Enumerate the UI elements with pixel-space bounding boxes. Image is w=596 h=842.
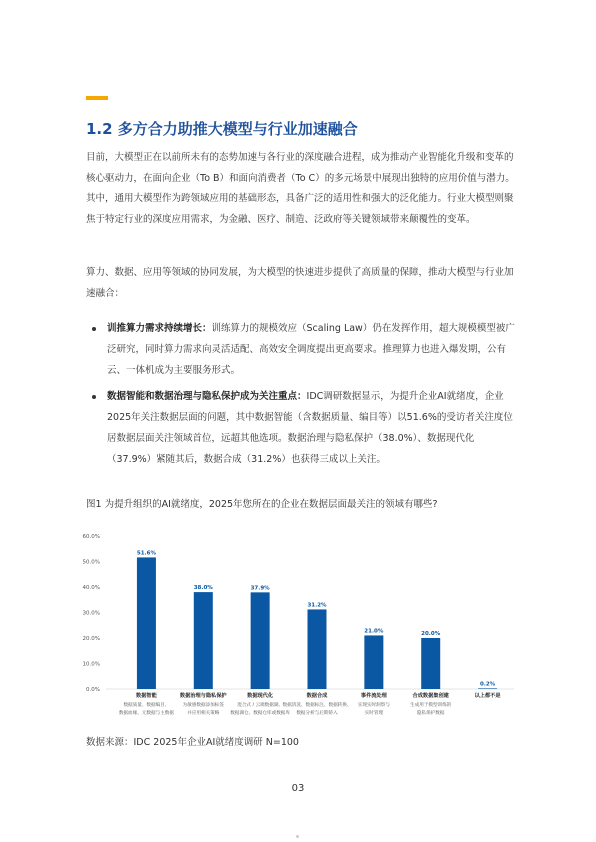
- bar: [421, 638, 440, 689]
- bullet-body: IDC调研数据显示，为提升企业AI就绪度，企业2025年关注数据层面的问题，其中数据智能（含数据质量、编目等）以51.6%的受访者关注度位居数据层面关注领域首位，远超其他选项。数据治理与隐私保护（38.0%）、数据现代化（37.9%）紧随其后，数据合成（31.2%）也获得三成以上关注。: [107, 391, 513, 465]
- y-tick-label: 30.0%: [82, 610, 100, 617]
- x-category-note: 实时管理: [364, 711, 384, 716]
- bullet-body: 训练算力的规模效应（Scaling Law）仍在发挥作用，超大规模模型被广泛研究，同时算力需求向灵活适配、高效安全调度提出更高要求。推理算力也进入爆发期，公有云、一体机成为主要服务形式。: [107, 323, 515, 376]
- x-category-note: 数据血缘、元数据与主数据: [118, 711, 174, 716]
- x-category-note: 为敏感数据添加标签: [182, 703, 224, 708]
- y-tick-label: 50.0%: [82, 559, 100, 566]
- bar-chart: [82, 526, 518, 722]
- bullet-heading: 训推算力需求持续增长：: [107, 323, 212, 334]
- bar-value-label: 38.0%: [193, 585, 213, 592]
- bar: [364, 635, 383, 689]
- bullet-data: [92, 386, 518, 470]
- y-tick-label: 60.0%: [82, 534, 100, 540]
- y-tick-label: 0.0%: [86, 687, 100, 693]
- x-category-note: 数据质量、数据编目、: [123, 703, 170, 708]
- bar-value-label: 20.0%: [421, 631, 441, 637]
- bar: [478, 688, 497, 689]
- x-category-note: 并应用相关策略: [187, 711, 220, 716]
- section-accent-bar: [86, 96, 108, 100]
- x-category-note: 数据清洗、数据标注、数据转换、: [282, 703, 352, 708]
- bar: [251, 592, 270, 689]
- page-number: 03: [291, 783, 305, 794]
- section-title: 1.2 多方合力助推大模型与行业加速融合: [86, 120, 358, 138]
- x-category-label: 事件流处理: [360, 693, 387, 699]
- x-category-label: 数据合成: [306, 693, 328, 699]
- x-category-note: 隐私保护数据: [416, 711, 445, 716]
- bar-value-label: 51.6%: [136, 550, 156, 557]
- bar: [194, 592, 213, 689]
- bullet-heading: 数据智能和数据治理与隐私保护成为关注重点：: [107, 391, 307, 402]
- y-tick-label: 20.0%: [82, 636, 100, 642]
- bar-value-label: 0.2%: [479, 681, 496, 688]
- x-category-label: 数据智能: [136, 693, 157, 699]
- x-category-label: 数据治理与隐私保护: [179, 693, 227, 699]
- y-tick-label: 10.0%: [82, 661, 100, 668]
- figure-caption: 图1 为提升组织的AI就绪度，2025年您所在的企业在数据层面最关注的领域有哪些?: [86, 499, 438, 510]
- x-category-label: 以上都不是: [474, 693, 501, 699]
- x-category-note: 混合式 / 云端数据湖、: [237, 703, 284, 708]
- bullet-compute: [92, 318, 518, 381]
- bar: [308, 609, 327, 689]
- x-category-label: 合成数据集创建: [412, 693, 449, 699]
- x-category-label: 数据现代化: [247, 693, 274, 699]
- bar: [137, 557, 156, 689]
- x-category-note: 实现实时洞察与: [357, 703, 390, 708]
- bar-value-label: 37.9%: [250, 585, 270, 592]
- y-tick-label: 40.0%: [82, 585, 100, 591]
- bullet-dot-icon: [92, 327, 96, 331]
- figure-source: 数据来源：IDC 2025年企业AI就绪度调研 N=100: [86, 737, 299, 748]
- x-category-note: 数据湖仓、数据仓库或数据库: [230, 711, 291, 716]
- x-category-note: 数据分析与后期矫入: [296, 711, 338, 716]
- x-category-note: 生成用于模型训练的: [410, 703, 452, 708]
- bar-value-label: 31.2%: [307, 602, 327, 609]
- footer-dot: [296, 835, 299, 838]
- intro-paragraph: 目前，大模型正在以前所未有的态势加速与各行业的深度融合进程，成为推动产业智能化升级和变革的核心驱动力，在面向企业（To B）和面向消费者（To C）的多元场景中展现出独特的应用价值与潜力。其中，通用大模型作为跨领域应用的基础形态，具备广泛的适用性和强大的泛化能力。行业大模型则聚焦于特定行业的深度应用需求，为金融、医疗、制造、泛政府等关键领域带来颠覆性的变革。: [86, 152, 515, 225]
- bullet-dot-icon: [92, 395, 96, 399]
- bar-value-label: 21.0%: [364, 628, 384, 635]
- lead-paragraph: 算力、数据、应用等领域的协同发展，为大模型的快速进步提供了高质量的保障，推动大模型与行业加速融合：: [86, 267, 514, 299]
